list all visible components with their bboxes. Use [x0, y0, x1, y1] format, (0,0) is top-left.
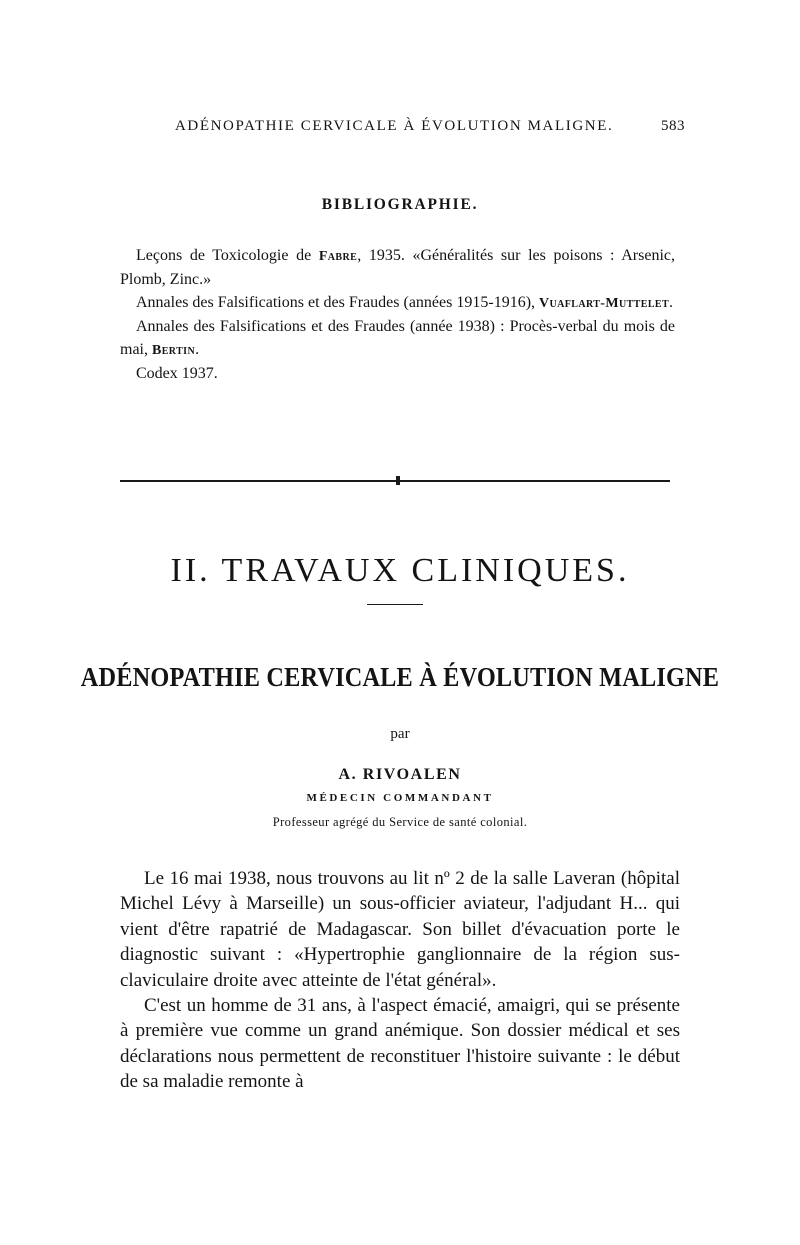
- entry-author: Fabre: [318, 249, 358, 264]
- author-name: A. RIVOALEN: [338, 766, 462, 783]
- article-title: ADÉNOPATHIE CERVICALE À ÉVOLUTION MALIGNE: [80, 662, 720, 692]
- bibliography-list: [120, 244, 675, 386]
- entry-text: Leçons de Toxicologie de: [136, 247, 319, 264]
- body-paragraph: Le 16 mai 1938, nous trouvons au lit nº 2 de la salle Laveran (hôpital Michel Lévy à Marseille) un sous-officier aviateur, l'adjudant H... qui vient d'être rapatrié de Madagascar. Son billet d'évacuation porte le diagnostic suivant : «Hypertrophie ganglionnaire de la région sus-claviculaire droite avec atteinte de l'état général».: [120, 868, 680, 991]
- body-paragraph: C'est un homme de 31 ans, à l'aspect émacié, amaigri, qui se présente à première vue comme un grand anémique. Son dossier médical et ses déclarations nous permettent de reconstituer l'histoire suivante : le début de sa maladie remonte à: [120, 995, 680, 1093]
- section-divider: [120, 480, 670, 482]
- by-line: par: [390, 726, 410, 742]
- article-body: [120, 866, 680, 1095]
- entry-author: Vuaflart-Muttelet: [539, 296, 670, 311]
- bibliography-entry: [120, 315, 675, 362]
- entry-text: , 1935. «Généralités sur les poisons : Arsenic, Plomb, Zinc.»: [120, 247, 676, 288]
- entry-text: Codex 1937.: [136, 365, 218, 382]
- bibliography-heading: BIBLIOGRAPHIE.: [321, 196, 479, 213]
- entry-text: Annales des Falsifications et des Fraudes (année 1938) : Procès-verbal du mois de mai,: [120, 318, 675, 358]
- running-head-title: ADÉNOPATHIE CERVICALE À ÉVOLUTION MALIGNE.: [175, 118, 614, 134]
- author-rank: MÉDECIN COMMANDANT: [306, 792, 494, 804]
- bibliography-entry: [120, 291, 675, 315]
- divider-ornament: [396, 476, 400, 485]
- section-title: II. TRAVAUX CLINIQUES.: [170, 552, 630, 589]
- bibliography-entry: [120, 244, 675, 291]
- entry-text: .: [669, 294, 674, 311]
- page-number: 583: [661, 118, 685, 134]
- entry-text: .: [195, 341, 200, 358]
- title-rule: [367, 604, 423, 605]
- author-affiliation: Professeur agrégé du Service de santé colonial.: [272, 815, 528, 829]
- entry-author: Bertin: [152, 343, 196, 358]
- running-head: [175, 118, 685, 144]
- entry-text: Annales des Falsifications et des Fraudes (années 1915-1916),: [136, 294, 540, 311]
- bibliography-entry: [120, 362, 675, 386]
